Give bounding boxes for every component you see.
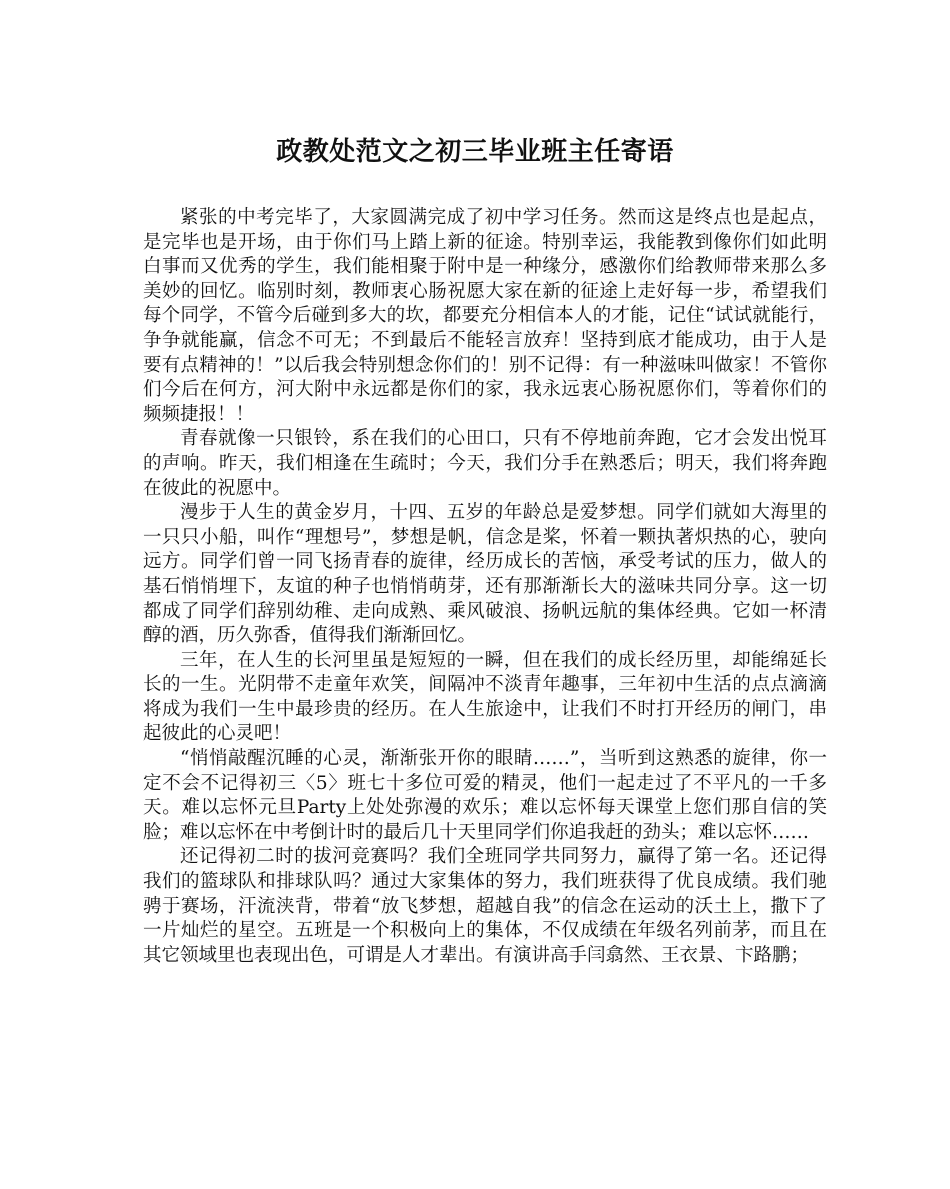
paragraph-1: 紧张的中考完毕了，大家圆满完成了初中学习任务。然而这是终点也是起点，是完毕也是开场，由于你们马上踏上新的征途。特别幸运，我能教到像你们如此明白事而又优秀的学生，我们能相聚于附中是一种缘分，感激你们给教师带来那么多美妙的回忆。临别时刻，教师衷心肠祝愿大家在新的征途上走好每一步，希望我们每个同学，不管今后碰到多大的坎，都要充分相信本人的才能，记住“试试就能行，争争就能赢，信念不可无；不到最后不能轻言放弃！坚持到底才能成功，由于人是要有点精神的！”以后我会特别想念你们的！别不记得：有一种滋味叫做家！不管你们今后在何方，河大附中永远都是你们的家，我永远衷心肠祝愿你们，等着你们的频频捷报！！ xyxy=(143,207,827,425)
paragraph-4: 三年，在人生的长河里虽是短短的一瞬，但在我们的成长经历里，却能绵延长长的一生。光阴带不走童年欢笑，间隔冲不淡青年趣事，三年初中生活的点点滴滴将成为我们一生中最珍贵的经历。在人生旅途中，让我们不时打开经历的闸门，串起彼此的心灵吧！ xyxy=(143,649,827,745)
paragraph-2: 青春就像一只银铃，系在我们的心田口，只有不停地前奔跑，它才会发出悦耳的声响。昨天，我们相逢在生疏时；今天，我们分手在熟悉后；明天，我们将奔跑在彼此的祝愿中。 xyxy=(143,428,827,499)
document-title: 政教处范文之初三毕业班主任寄语 xyxy=(276,137,674,167)
document-body xyxy=(143,206,827,968)
paragraph-5: “悄悄敲醒沉睡的心灵，渐渐张开你的眼睛……”，当听到这熟悉的旋律，你一定不会不记得初三〈5〉班七十多位可爱的精灵，他们一起走过了不平凡的一千多天。难以忘怀元旦Party上处处弥漫的欢乐；难以忘怀每天课堂上您们那自信的笑脸；难以忘怀在中考倒计时的最后几十天里同学们你追我赶的劲头；难以忘怀…… xyxy=(143,748,827,843)
paragraph-3: 漫步于人生的黄金岁月，十四、五岁的年龄总是爱梦想。同学们就如大海里的一只只小船，叫作“理想号”，梦想是帆，信念是桨，怀着一颗执著炽热的心，驶向远方。同学们曾一同飞扬青春的旋律，经历成长的苦恼，承受考试的压力，做人的基石悄悄埋下，友谊的种子也悄悄萌芽，还有那渐渐长大的滋味共同分享。这一切都成了同学们辞别幼稚、走向成熟、乘风破浪、扬帆远航的集体经典。它如一杯清醇的酒，历久弥香，值得我们渐渐回忆。 xyxy=(143,502,827,647)
paragraph-6: 还记得初二时的拔河竞赛吗？我们全班同学共同努力，赢得了第一名。还记得我们的篮球队和排球队吗？通过大家集体的努力，我们班获得了优良成绩。我们驰骋于赛场，汗流浃背，带着“放飞梦想，超越自我”的信念在运动的沃土上，撒下了一片灿烂的星空。五班是一个积极向上的集体，不仅成绩在年级名列前茅，而且在其它领域里也表现出色，可谓是人才辈出。有演讲高手闫翕然、王衣景、卞路鹏； xyxy=(143,846,827,966)
